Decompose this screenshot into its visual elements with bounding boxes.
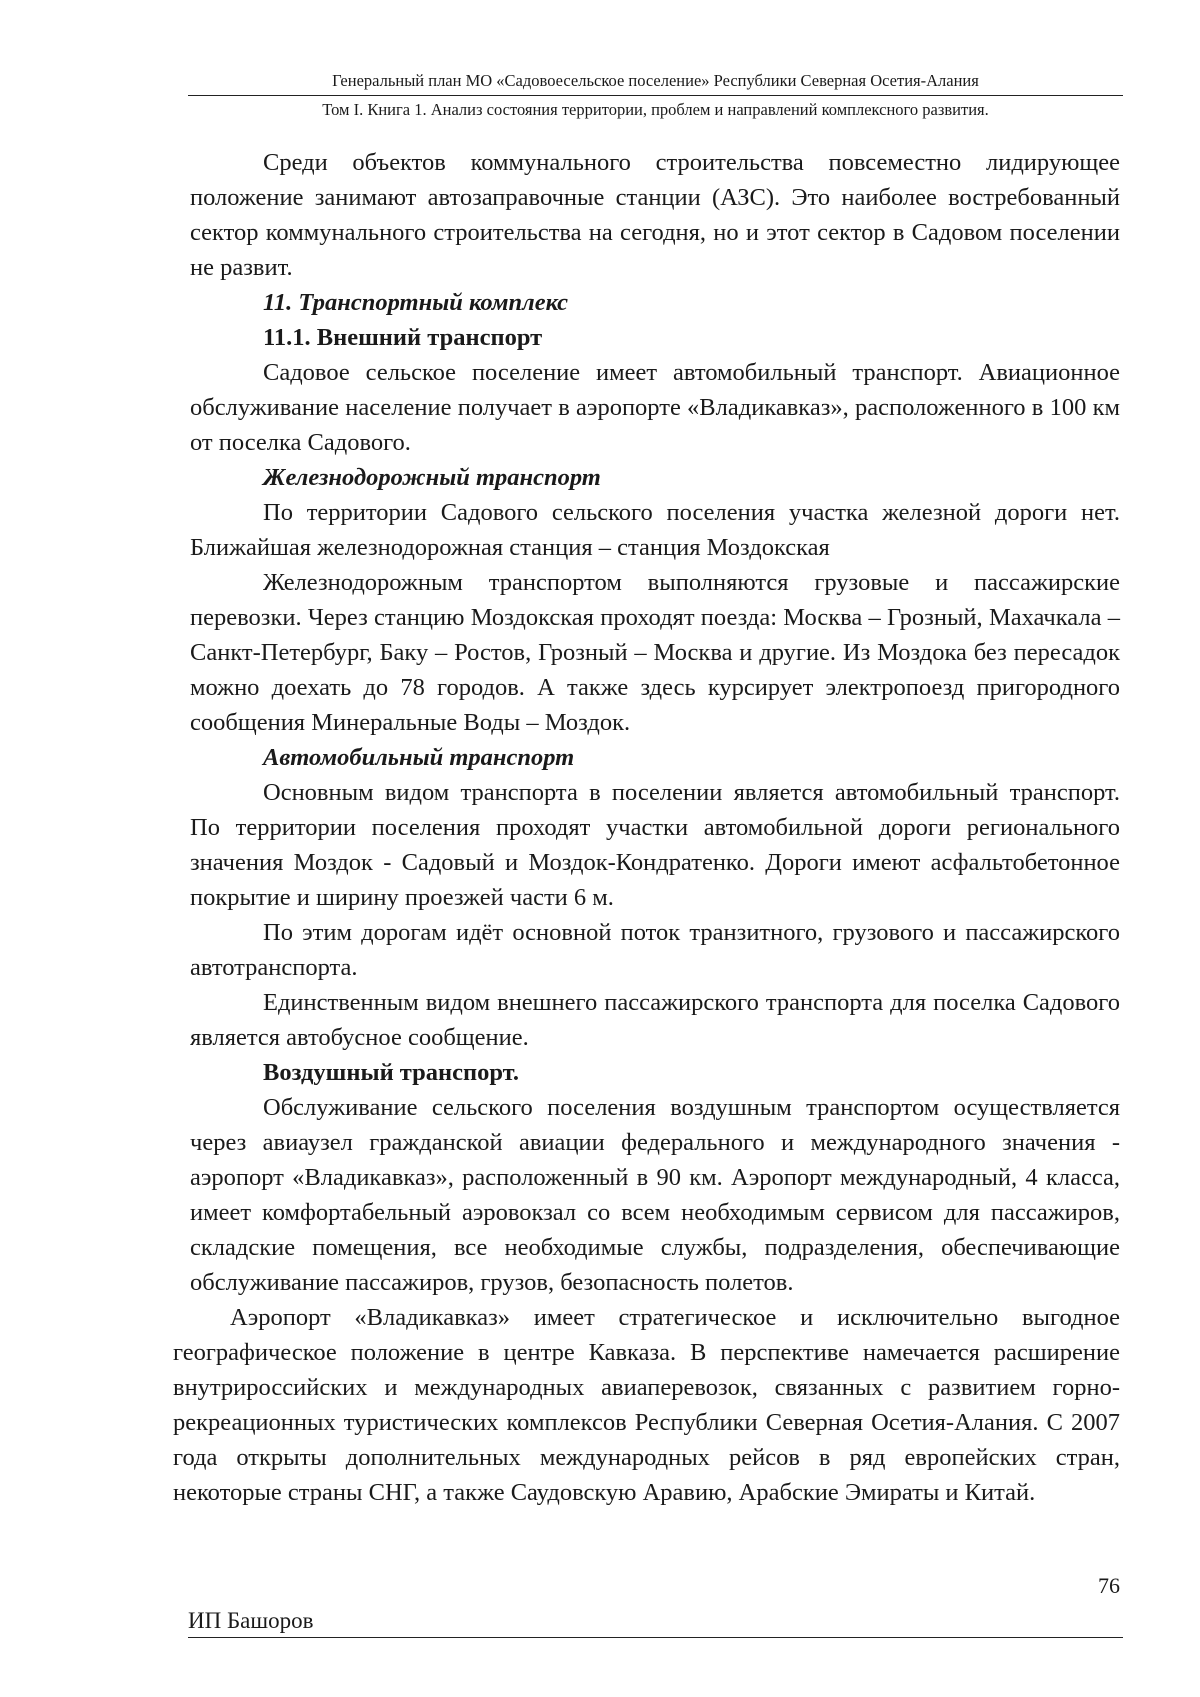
heading-rail-transport: Железнодорожный транспорт	[263, 464, 601, 491]
page-footer	[188, 1606, 1123, 1638]
header-subtitle: Том I. Книга 1. Анализ состояния территории, проблем и направлений комплексного развития.	[322, 100, 989, 119]
section-heading-transport: 11. Транспортный комплекс	[263, 289, 568, 316]
paragraph-external-transport: Садовое сельское поселение имеет автомобильный транспорт. Авиационное обслуживание население получает в аэропорте «Владикавказ», расположенного в 100 км от поселка Садового.	[190, 359, 1120, 456]
header-title: Генеральный план МО «Садовоесельское поселение» Республики Северная Осетия-Алания	[188, 70, 1123, 96]
page-number: 76	[1098, 1573, 1120, 1598]
footer-author: ИП Башоров	[188, 1608, 314, 1633]
paragraph-rail-territory: По территории Садового сельского поселения участка железной дороги нет. Ближайшая железнодорожная станция – станция Моздокская	[190, 499, 1120, 561]
subsection-heading-external-transport: 11.1. Внешний транспорт	[263, 324, 543, 351]
heading-auto-transport: Автомобильный транспорт	[263, 744, 575, 771]
paragraph-air-service: Обслуживание сельского поселения воздушным транспортом осуществляется через авиаузел гражданской авиации федерального и международного значения - аэропорт «Владикавказ», расположенный в 90 км. Аэропорт международный, 4 класса, имеет комфортабельный аэровокзал со всем необходимым сервисом для пассажиров, складские помещения, все необходимые службы, подразделения, обеспечивающие обслуживание пассажиров, грузов, безопасность полетов.	[190, 1094, 1120, 1296]
paragraph-bus: Единственным видом внешнего пассажирского транспорта для поселка Садового является автобусное сообщение.	[190, 989, 1120, 1051]
paragraph-rail-routes: Железнодорожным транспортом выполняются грузовые и пассажирские перевозки. Через станцию Моздокская проходят поезда: Москва – Грозный, Махачкала – Санкт-Петербург, Баку – Ростов, Грозный – Москва и другие. Из Моздока без пересадок можно доехать до 78 городов. А также здесь курсирует электропоезд пригородного сообщения Минеральные Воды – Моздок.	[190, 569, 1120, 736]
page-header	[188, 70, 1123, 121]
paragraph-auto-roads: Основным видом транспорта в поселении является автомобильный транспорт. По территории поселения проходят участки автомобильной дороги регионального значения Моздок - Садовый и Моздок-Кондратенко. Дороги имеют асфальтобетонное покрытие и ширину проезжей части 6 м.	[190, 779, 1120, 911]
heading-air-transport: Воздушный транспорт.	[263, 1059, 519, 1086]
paragraph-auto-traffic: По этим дорогам идёт основной поток транзитного, грузового и пассажирского автотранспорта.	[190, 919, 1120, 981]
paragraph-airport-prospects: Аэропорт «Владикавказ» имеет стратегическое и исключительно выгодное географическое положение в центре Кавказа. В перспективе намечается расширение внутрироссийских и международных авиаперевозок, связанных с развитием горно-рекреационных туристических комплексов Республики Северная Осетия-Алания. С 2007 года открыты дополнительных международных рейсов в ряд европейских стран, некоторые страны СНГ, а также Саудовскую Аравию, Арабские Эмираты и Китай.	[173, 1304, 1120, 1506]
page-content	[173, 145, 1120, 1510]
paragraph-communal: Среди объектов коммунального строительства повсеместно лидирующее положение занимают автозаправочные станции (АЗС). Это наиболее востребованный сектор коммунального строительства на сегодня, но и этот сектор в Садовом поселении не развит.	[190, 149, 1120, 281]
